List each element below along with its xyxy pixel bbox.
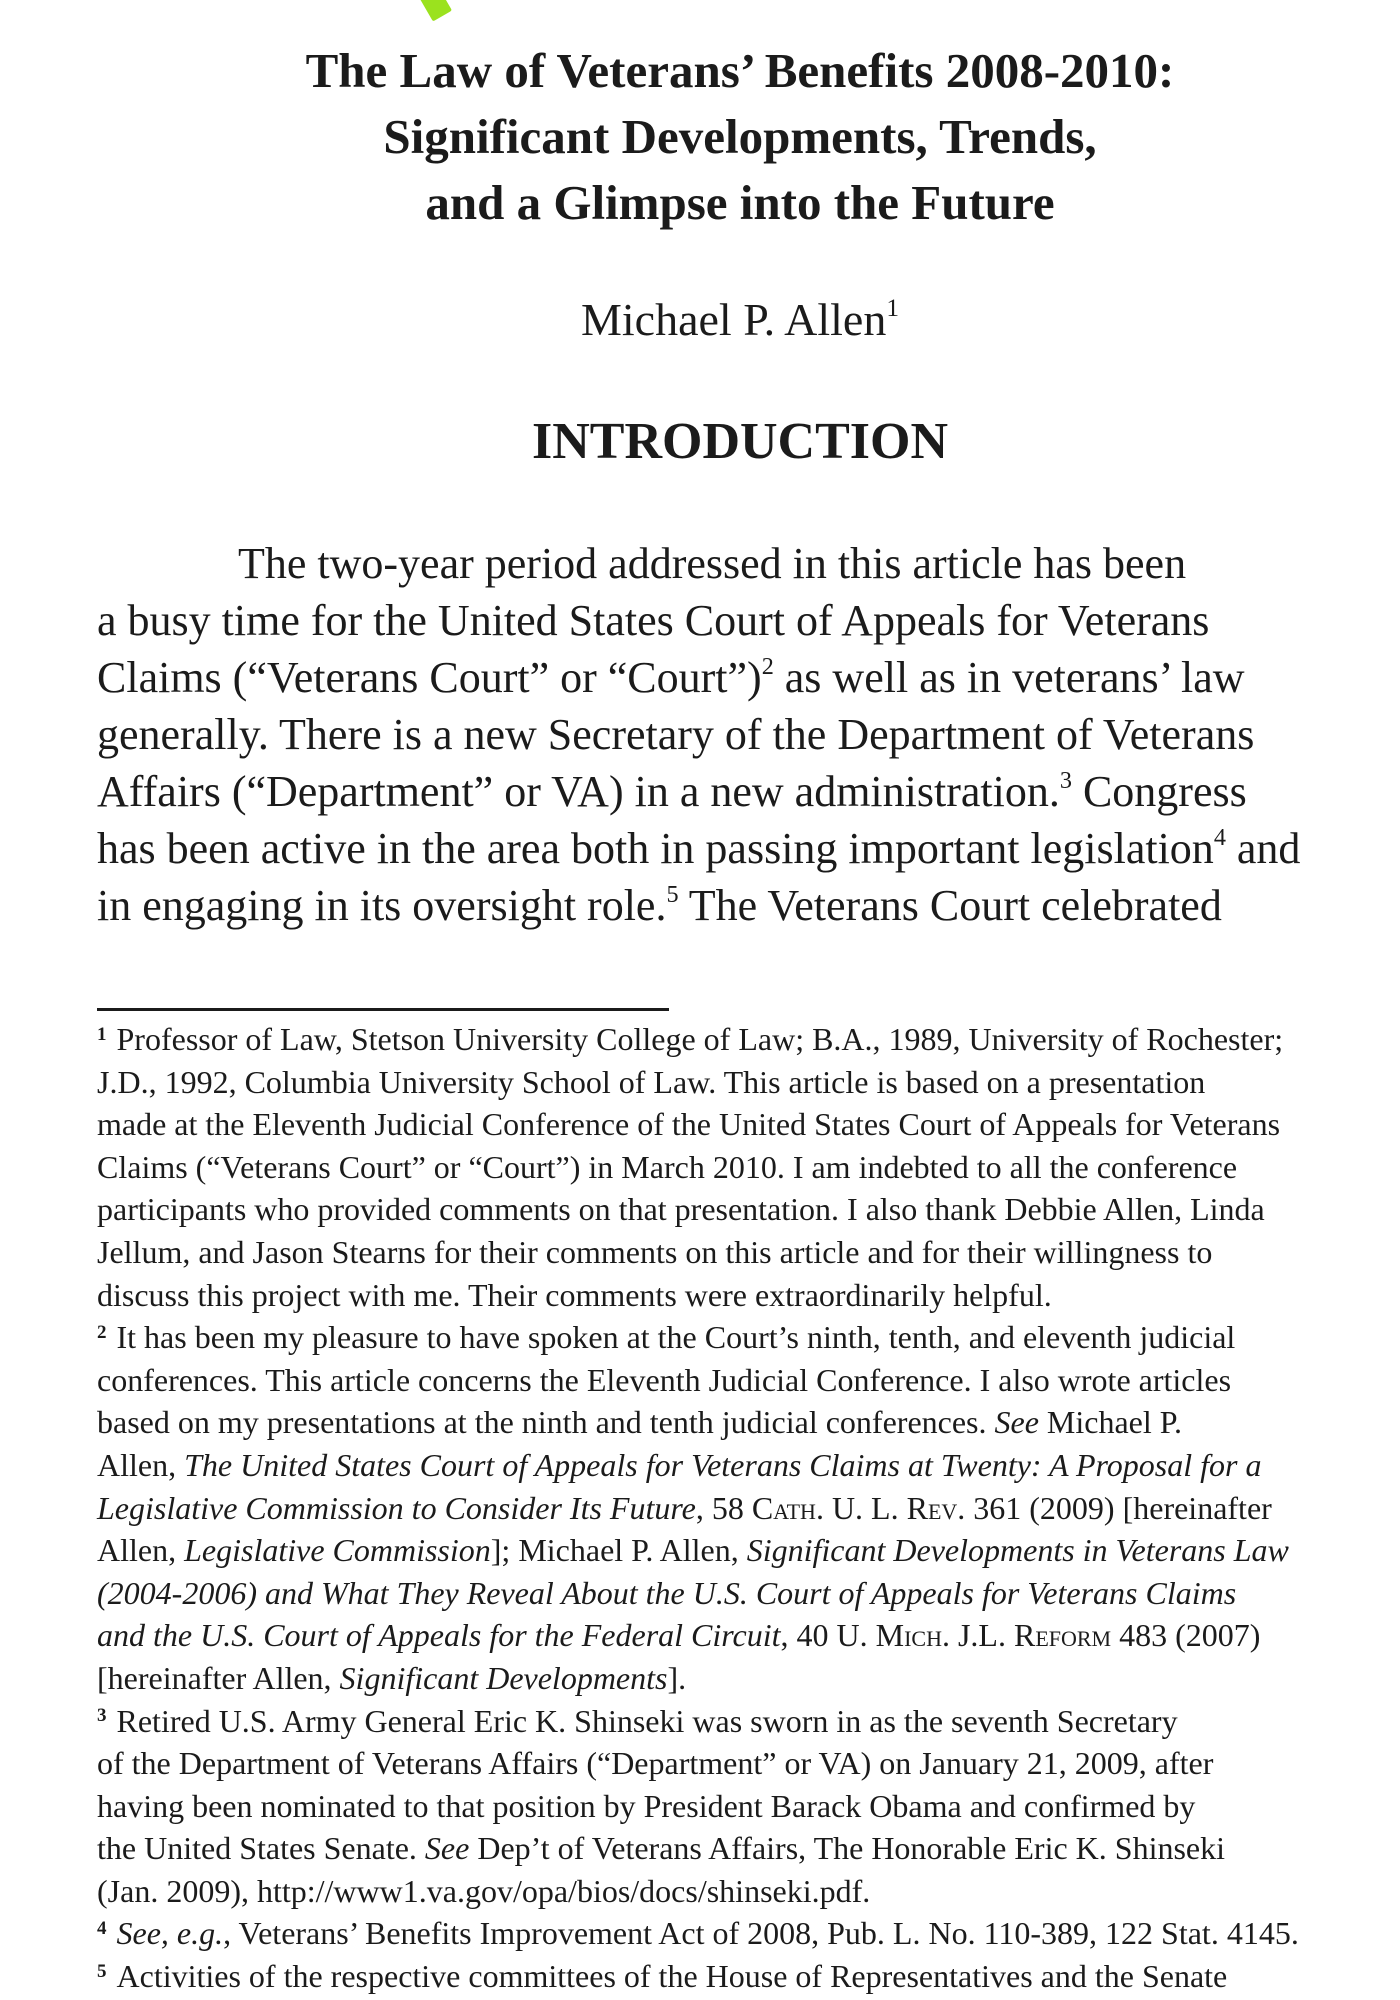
- footnote-line: made at the Eleventh Judicial Conference of the United States Court of Appeals for Veterans: [97, 1106, 1281, 1143]
- footnote-line: discuss this project with me. Their comments were extraordinarily helpful.: [97, 1276, 1052, 1313]
- footnote-line: J.D., 1992, Columbia University School of Law. This article is based on a presentation: [97, 1063, 1206, 1100]
- footnote-ref: 1: [886, 294, 899, 323]
- footnote-2: $^2$ It has been my pleasure to have spoken at the Court’s ninth, tenth, and eleventh judicial: [97, 1319, 1236, 1356]
- footnote-line: participants who provided comments on that presentation. I also thank Debbie Allen, Linda: [97, 1191, 1265, 1228]
- footnote-ref: 3: [1059, 766, 1072, 794]
- title-line: The Law of Veterans’ Benefits 2008-2010:: [305, 43, 1175, 98]
- footnote-line: (Jan. 2009), http://www1.va.gov/opa/bios/docs/shinseki.pdf.: [97, 1872, 871, 1909]
- author-line: [0, 293, 1400, 346]
- footnote-3: $^3$ Retired U.S. Army General Eric K. Shinseki was sworn in as the seventh Secretary: [97, 1702, 1178, 1739]
- footnote-line: Allen, Legislative Commission]; Michael P. Allen, Significant Developments in Veterans Law: [97, 1532, 1289, 1569]
- footnote-line: and the U.S. Court of Appeals for the Federal Circuit, 40 U. Mich. J.L. Reform 483 (2007): [97, 1617, 1261, 1654]
- footnote-number: 5: [97, 1960, 107, 1982]
- footnote-ref: 4: [1213, 823, 1226, 851]
- highlight-mark: [418, 0, 452, 21]
- footnote-line: Legislative Commission to Consider Its Future, 58 Cath. U. L. Rev. 361 (2009) [hereinafter: [97, 1489, 1272, 1526]
- footnote-line: conferences. This article concerns the Eleventh Judicial Conference. I also wrote articles: [97, 1361, 1232, 1398]
- footnote-line: [hereinafter Allen, Significant Developments].: [97, 1659, 687, 1696]
- section-heading: INTRODUCTION: [531, 413, 949, 470]
- body-line: Claims (“Veterans Court” or “Court”)$^2$ as well as in veterans’ law: [97, 652, 1245, 702]
- body-line: Affairs (“Department” or VA) in a new administration.$^3$ Congress: [97, 766, 1247, 816]
- body-paragraph: [97, 535, 1300, 934]
- footnote-4: $^4$ See, e.g., Veterans’ Benefits Improvement Act of 2008, Pub. L. No. 110-389, 122 Stat. 4145.: [97, 1915, 1299, 1952]
- body-line: generally. There is a new Secretary of the Department of Veterans: [97, 710, 1255, 759]
- footnotes: [97, 1018, 1299, 1998]
- footnote-line: Jellum, and Jason Stearns for their comments on this article and for their willingness to: [97, 1233, 1213, 1270]
- footnote-number: 3: [97, 1705, 107, 1727]
- footnote-line: having been nominated to that position by President Barack Obama and confirmed by: [97, 1787, 1196, 1824]
- footnote-number: 4: [97, 1918, 107, 1940]
- footnote-ref: 5: [666, 880, 679, 908]
- title-line: and a Glimpse into the Future: [425, 175, 1055, 230]
- title-line: Significant Developments, Trends,: [383, 109, 1097, 164]
- footnote-line: Claims (“Veterans Court” or “Court”) in March 2010. I am indebted to all the conference: [97, 1148, 1238, 1185]
- footnote-5: $^5$ Activities of the respective committees of the House of Representatives and the Senate: [97, 1958, 1228, 1995]
- footnote-number: 1: [97, 1023, 107, 1045]
- footnote-ref: 2: [761, 652, 774, 680]
- body-line: a busy time for the United States Court of Appeals for Veterans: [97, 596, 1210, 645]
- footnote-line: based on my presentations at the ninth and tenth judicial conferences. See Michael P.: [97, 1404, 1182, 1441]
- footnote-1: $^1$ Professor of Law, Stetson University College of Law; B.A., 1989, University of Rochester;: [97, 1021, 1284, 1057]
- footnote-line: the United States Senate. See Dep’t of Veterans Affairs, The Honorable Eric K. Shinseki: [97, 1830, 1226, 1867]
- footnote-number: 2: [97, 1321, 107, 1343]
- body-line: in engaging in its oversight role.$^5$ The Veterans Court celebrated: [97, 880, 1222, 930]
- author-name: Michael P. Allen: [580, 294, 887, 345]
- footnote-line: Allen, The United States Court of Appeals for Veterans Claims at Twenty: A Proposal for a: [97, 1446, 1262, 1483]
- article-title: [0, 38, 1400, 236]
- body-line: The two-year period addressed in this article has been: [238, 539, 1187, 588]
- footnote-divider: [97, 1008, 669, 1011]
- footnote-line: (2004-2006) and What They Reveal About the U.S. Court of Appeals for Veterans Claims: [97, 1574, 1237, 1611]
- body-line: has been active in the area both in passing important legislation$^4$ and: [97, 823, 1301, 873]
- footnote-line: of the Department of Veterans Affairs (“Department” or VA) on January 21, 2009, after: [97, 1745, 1214, 1782]
